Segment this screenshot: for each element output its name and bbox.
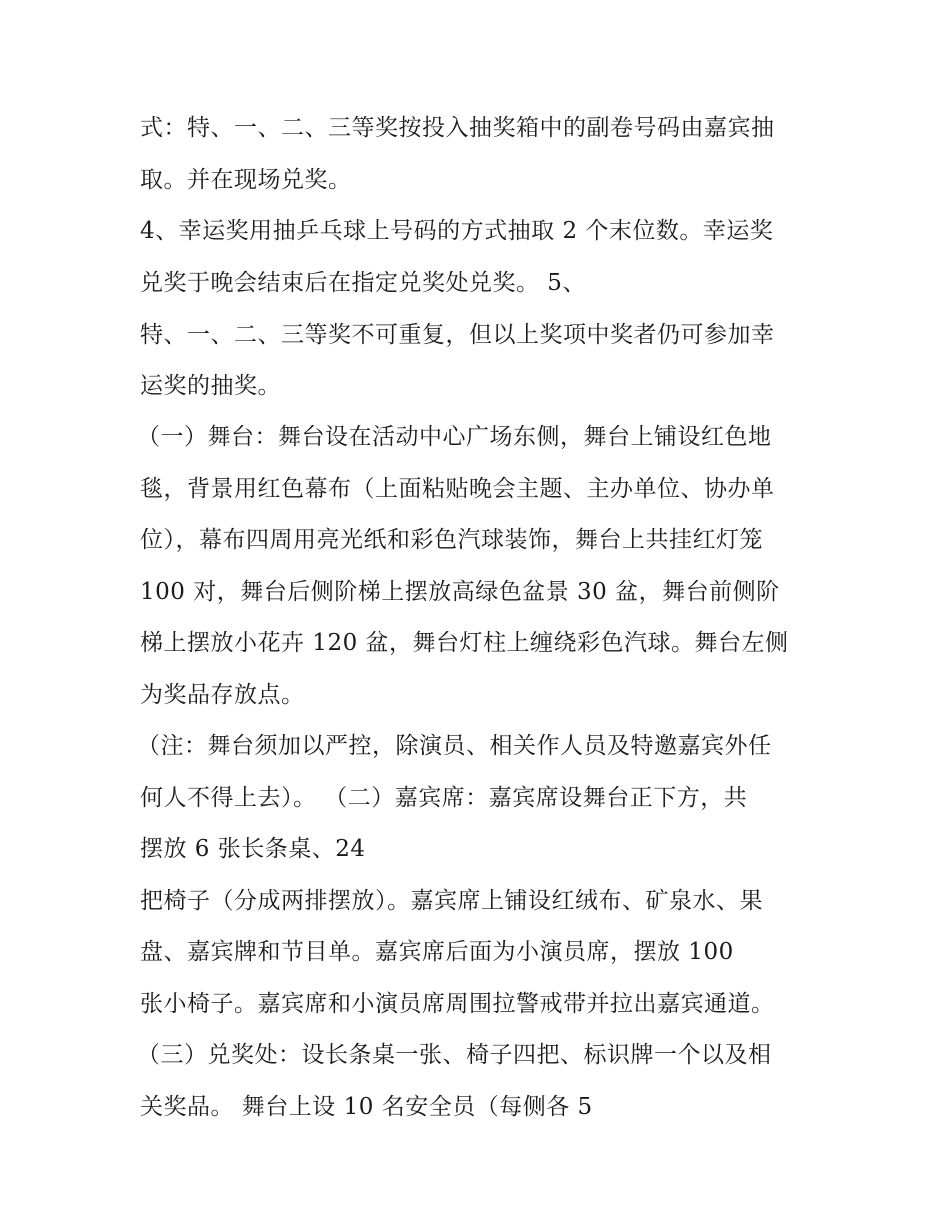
text-line: 何人不得上去）。 （二）嘉宾席：嘉宾席设舞台正下方，共 — [140, 785, 748, 811]
text-line: 兑奖于晚会结束后在指定兑奖处兑奖。 5、 — [140, 270, 586, 296]
text-line: 式：特、一、二、三等奖按投入抽奖箱中的副卷号码由嘉宾抽 — [140, 115, 775, 141]
text-line: 摆放 6 张长条桌、24 — [140, 836, 366, 862]
text-line: 张小椅子。嘉宾席和小演员席周围拉警戒带并拉出嘉宾通道。 — [140, 991, 775, 1017]
text-line: 运奖的抽奖。 — [140, 373, 281, 399]
text-line: 取。并在现场兑奖。 — [140, 167, 352, 193]
text-line: 位），幕布四周用亮光纸和彩色汽球装饰，舞台上共挂红灯笼 — [140, 527, 763, 553]
text-line: 关奖品。 舞台上设 10 名安全员（每侧各 5 — [140, 1094, 593, 1120]
text-line: （一）舞台：舞台设在活动中心广场东侧，舞台上铺设红色地 — [137, 424, 772, 450]
text-line: 梯上摆放小花卉 120 盆，舞台灯柱上缠绕彩色汽球。舞台左侧 — [140, 630, 789, 656]
text-line: 为奖品存放点。 — [140, 682, 305, 708]
text-line: 特、一、二、三等奖不可重复，但以上奖项中奖者仍可参加幸 — [140, 322, 775, 348]
text-line: 盘、嘉宾牌和节目单。嘉宾席后面为小演员席，摆放 100 — [140, 939, 734, 965]
text-line: 4、幸运奖用抽乒乓球上号码的方式抽取 2 个末位数。幸运奖 — [140, 218, 774, 244]
text-line: 毯，背景用红色幕布（上面粘贴晚会主题、主办单位、协办单 — [140, 476, 775, 502]
text-line: 100 对，舞台后侧阶梯上摆放高绿色盆景 30 盆，舞台前侧阶 — [140, 579, 780, 605]
text-line: （注：舞台须加以严控，除演员、相关作人员及特邀嘉宾外任 — [137, 733, 772, 759]
text-line: 把椅子（分成两排摆放）。嘉宾席上铺设红绒布、矿泉水、果 — [140, 888, 763, 914]
text-line: （三）兑奖处：设长条桌一张、椅子四把、标识牌一个以及相 — [137, 1042, 772, 1068]
